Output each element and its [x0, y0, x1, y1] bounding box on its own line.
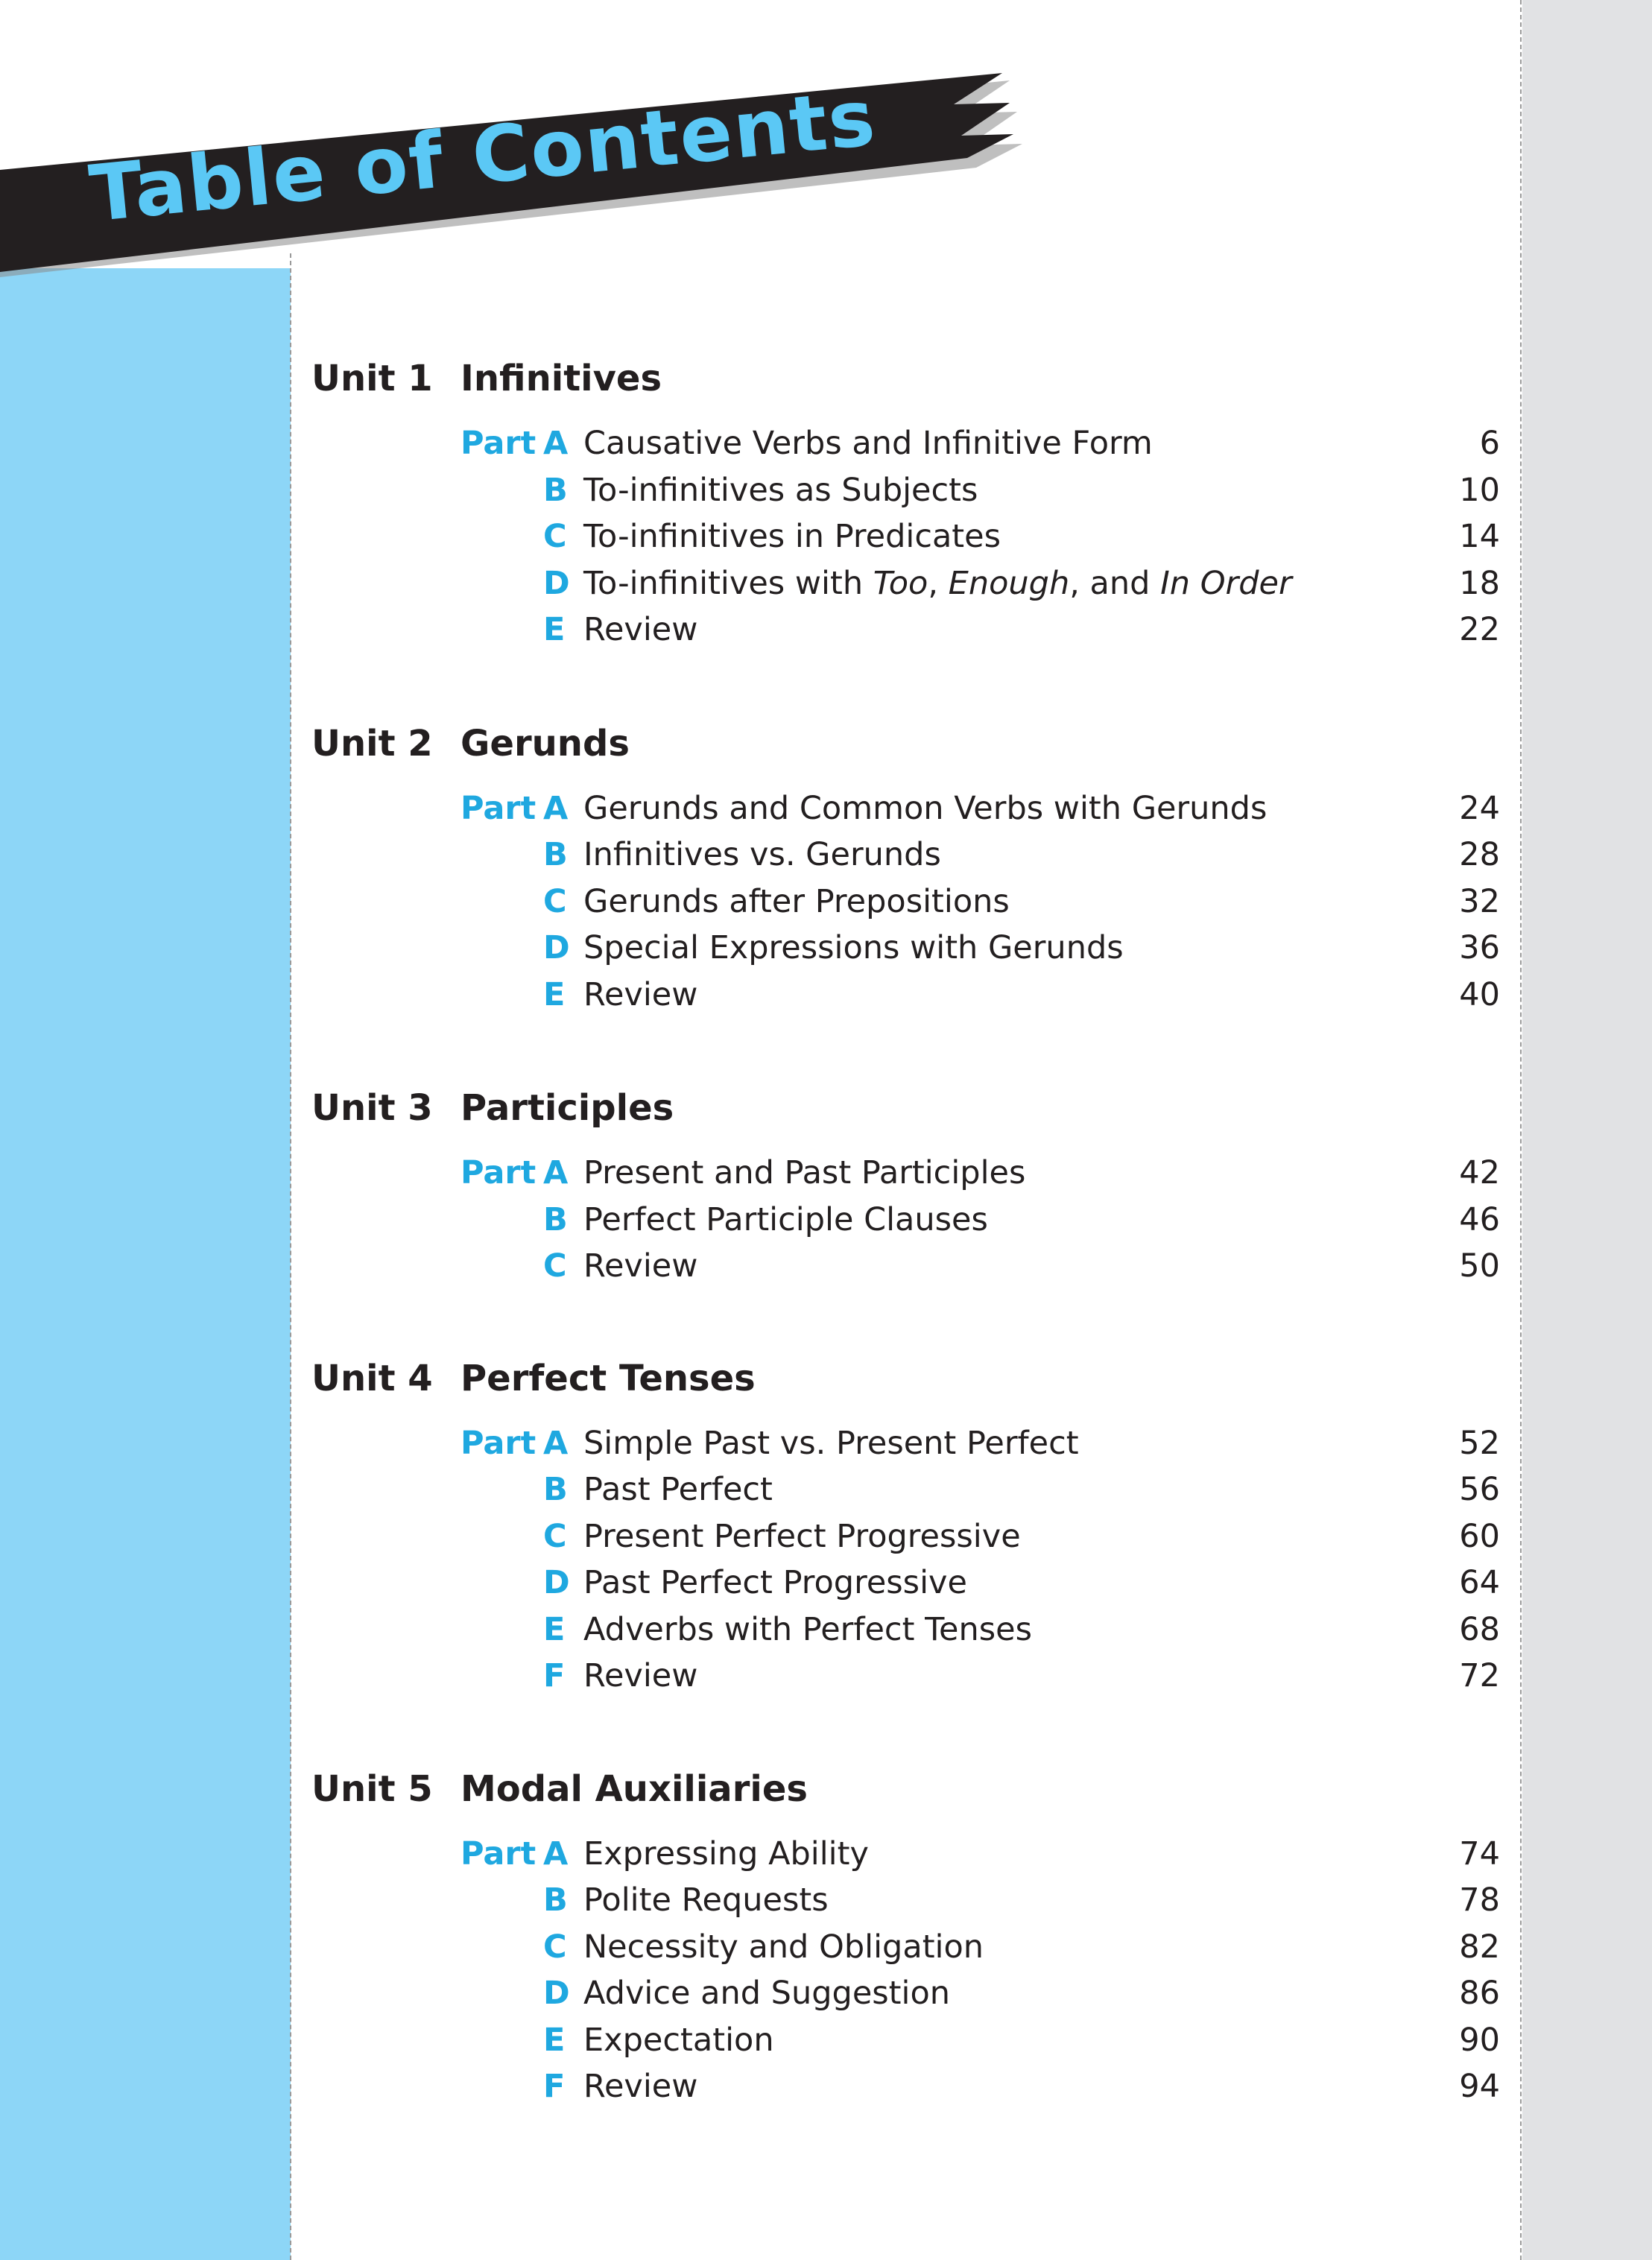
unit-heading	[311, 1358, 1500, 1417]
page-number: 72	[1459, 1657, 1500, 1694]
page-number: 40	[1459, 975, 1500, 1013]
unit-2	[311, 723, 1500, 1023]
unit-4	[311, 1358, 1500, 1704]
part-label: Part	[461, 425, 537, 462]
part-letter: A	[543, 789, 569, 827]
unit-5	[311, 1768, 1500, 2115]
page-number: 10	[1459, 471, 1500, 509]
page-number: 50	[1459, 1247, 1500, 1285]
part-title: To-infinitives with Too, Enough, and In Order	[583, 564, 1292, 602]
part-title: Gerunds after Prepositions	[583, 882, 1010, 920]
toc-entry[interactable]	[311, 1835, 1500, 1882]
unit-heading	[311, 723, 1500, 782]
part-title: Adverbs with Perfect Tenses	[583, 1610, 1033, 1648]
toc-entry[interactable]	[311, 883, 1500, 930]
toc-entry[interactable]	[311, 472, 1500, 519]
unit-number: Unit 4	[311, 1357, 433, 1399]
part-title: Special Expressions with Gerunds	[583, 929, 1124, 966]
toc-entry[interactable]	[311, 976, 1500, 1023]
unit-title: Gerunds	[461, 722, 630, 765]
part-letter: C	[543, 1247, 567, 1285]
toc-entry[interactable]	[311, 1154, 1500, 1201]
toc-entry[interactable]	[311, 1425, 1500, 1472]
page-number: 86	[1459, 1975, 1500, 2012]
page-number: 28	[1459, 836, 1500, 873]
page-number: 68	[1459, 1610, 1500, 1648]
part-title: Expectation	[583, 2021, 774, 2059]
toc-entry[interactable]	[311, 1518, 1500, 1565]
unit-title: Modal Auxiliaries	[461, 1767, 808, 1810]
toc-entry[interactable]	[311, 611, 1500, 658]
part-letter: D	[543, 1975, 570, 2012]
part-letter: A	[543, 1835, 569, 1873]
unit-title: Infinitives	[461, 358, 662, 399]
toc-entry[interactable]	[311, 1564, 1500, 1611]
part-letter: B	[543, 471, 568, 509]
part-letter: D	[543, 564, 570, 602]
toc-entry[interactable]	[311, 2022, 1500, 2068]
toc-entry[interactable]	[311, 1611, 1500, 1658]
part-title: Advice and Suggestion	[583, 1975, 951, 2012]
part-letter: E	[543, 2021, 566, 2059]
toc-entry[interactable]	[311, 1471, 1500, 1518]
page-number: 18	[1459, 564, 1500, 602]
page-title: Table of Contents	[86, 72, 881, 240]
left-dashed-rule	[290, 253, 291, 2260]
part-letter: E	[543, 1610, 566, 1648]
unit-title: Perfect Tenses	[461, 1357, 756, 1399]
page-number: 46	[1459, 1200, 1500, 1238]
part-title: Polite Requests	[583, 1881, 829, 1919]
unit-3	[311, 1087, 1500, 1294]
page-number: 64	[1459, 1564, 1500, 1601]
part-letter: D	[543, 1564, 570, 1601]
part-letter: B	[543, 836, 568, 873]
page-number: 6	[1479, 425, 1500, 462]
part-letter: A	[543, 1154, 569, 1191]
page-number: 74	[1459, 1835, 1500, 1873]
toc-entry[interactable]	[311, 425, 1500, 472]
part-label: Part	[461, 1154, 537, 1191]
page-number: 78	[1459, 1881, 1500, 1919]
part-letter: D	[543, 929, 570, 966]
part-title: Simple Past vs. Present Perfect	[583, 1424, 1079, 1462]
part-letter: E	[543, 975, 566, 1013]
part-title: Past Perfect	[583, 1471, 773, 1508]
toc-entry[interactable]	[311, 1928, 1500, 1975]
toc-entry[interactable]	[311, 1201, 1500, 1248]
part-title: Present Perfect Progressive	[583, 1517, 1021, 1555]
page-number: 36	[1459, 929, 1500, 966]
part-title: Review	[583, 1657, 698, 1694]
toc-entry[interactable]	[311, 518, 1500, 565]
page-number: 52	[1459, 1424, 1500, 1462]
unit-number: Unit 1	[311, 358, 433, 399]
page-number: 56	[1459, 1471, 1500, 1508]
right-dashed-rule	[1520, 0, 1522, 2260]
page-number: 24	[1459, 789, 1500, 827]
part-letter: C	[543, 882, 567, 920]
part-title: Review	[583, 611, 698, 648]
unit-heading	[311, 1087, 1500, 1147]
table-of-contents	[311, 358, 1500, 2115]
right-gutter	[1522, 0, 1652, 2260]
unit-number: Unit 5	[311, 1767, 433, 1810]
toc-entry[interactable]	[311, 1881, 1500, 1928]
page-number: 14	[1459, 518, 1500, 555]
part-label: Part	[461, 1424, 537, 1462]
page-number: 42	[1459, 1154, 1500, 1191]
part-letter: B	[543, 1200, 568, 1238]
unit-number: Unit 2	[311, 722, 433, 765]
part-letter: A	[543, 425, 569, 462]
part-letter: E	[543, 611, 566, 648]
page-number: 22	[1459, 611, 1500, 648]
toc-entry[interactable]	[311, 929, 1500, 976]
part-title: To-infinitives in Predicates	[583, 518, 1001, 555]
part-title: To-infinitives as Subjects	[583, 471, 978, 509]
unit-heading	[311, 358, 1500, 417]
part-letter: F	[543, 1657, 566, 1694]
part-title: Perfect Participle Clauses	[583, 1200, 988, 1238]
unit-title: Participles	[461, 1087, 674, 1129]
page-number: 32	[1459, 882, 1500, 920]
part-title: Review	[583, 2068, 698, 2105]
unit-heading	[311, 1768, 1500, 1828]
part-label: Part	[461, 789, 537, 827]
part-title: Necessity and Obligation	[583, 1928, 984, 1966]
part-letter: B	[543, 1471, 568, 1508]
page-number: 94	[1459, 2068, 1500, 2105]
toc-entry[interactable]	[311, 565, 1500, 612]
part-title: Present and Past Participles	[583, 1154, 1026, 1191]
part-title: Review	[583, 1247, 698, 1285]
page-number: 82	[1459, 1928, 1500, 1966]
unit-number: Unit 3	[311, 1087, 433, 1129]
part-letter: C	[543, 1517, 567, 1555]
toc-entry[interactable]	[311, 2068, 1500, 2115]
toc-entry[interactable]	[311, 836, 1500, 883]
toc-entry[interactable]	[311, 1975, 1500, 2022]
toc-entry[interactable]	[311, 1657, 1500, 1704]
page-number: 90	[1459, 2021, 1500, 2059]
toc-entry[interactable]	[311, 790, 1500, 837]
left-color-band	[0, 0, 291, 2260]
page-number: 60	[1459, 1517, 1500, 1555]
part-title: Infinitives vs. Gerunds	[583, 836, 941, 873]
part-title: Expressing Ability	[583, 1835, 869, 1873]
part-letter: C	[543, 1928, 567, 1966]
part-letter: C	[543, 518, 567, 555]
part-title: Past Perfect Progressive	[583, 1564, 967, 1601]
part-title: Review	[583, 975, 698, 1013]
part-letter: A	[543, 1424, 569, 1462]
unit-1	[311, 358, 1500, 658]
toc-entry[interactable]	[311, 1247, 1500, 1294]
title-banner	[0, 0, 1043, 283]
part-letter: B	[543, 1881, 568, 1919]
part-title: Gerunds and Common Verbs with Gerunds	[583, 789, 1268, 827]
part-letter: F	[543, 2068, 566, 2105]
part-label: Part	[461, 1835, 537, 1873]
part-title: Causative Verbs and Infinitive Form	[583, 425, 1153, 462]
